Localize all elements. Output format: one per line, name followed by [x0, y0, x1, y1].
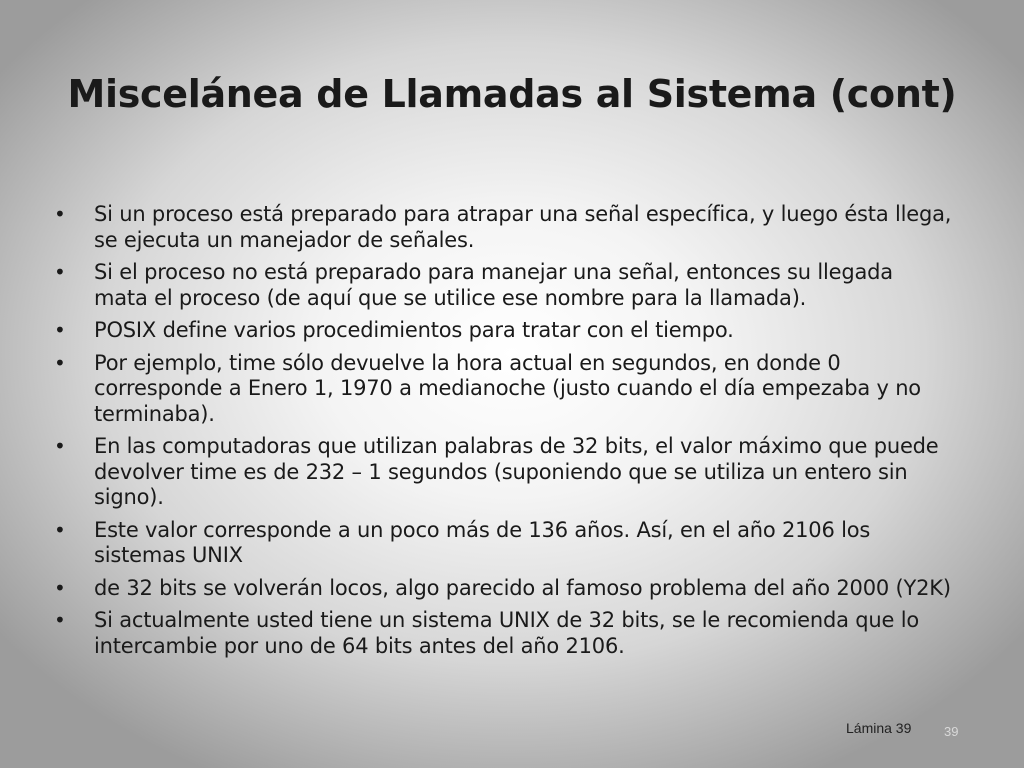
bullet-text: Si actualmente usted tiene un sistema UNIX de 32 bits, se le recomienda que lo intercambie por uno de 64 bits antes del año 2106.: [94, 608, 919, 658]
bullet-text: Si un proceso está preparado para atrapar una señal específica, y luego ésta llega, se ejecuta un manejador de señales.: [94, 202, 952, 252]
bullet-item-5: [52, 434, 952, 511]
bullet-item-4: [52, 351, 952, 428]
slide-footer: Lámina 39: [846, 720, 912, 736]
bullet-text: Si el proceso no está preparado para manejar una señal, entonces su llegada mata el proceso (de aquí que se utilice ese nombre para la llamada).: [94, 260, 893, 310]
bullet-dot-icon: •: [54, 608, 66, 632]
bullet-item-2: [52, 260, 952, 311]
bullet-dot-icon: •: [54, 434, 66, 458]
bullet-text: En las computadoras que utilizan palabras de 32 bits, el valor máximo que puede devolver time es de 232 – 1 segundos (suponiendo que se utiliza un entero sin signo).: [94, 434, 939, 509]
slide-title: Miscelánea de Llamadas al Sistema (cont): [67, 72, 957, 116]
bullet-item-6: [52, 518, 952, 569]
bullet-list: [52, 202, 952, 666]
slide-page-number: 39: [944, 724, 959, 739]
bullet-text: Este valor corresponde a un poco más de 136 años. Así, en el año 2106 los sistemas UNIX: [94, 517, 871, 567]
bullet-text: Por ejemplo, time sólo devuelve la hora actual en segundos, en donde 0 corresponde a Enero 1, 1970 a medianoche (justo cuando el día empezaba y no terminaba).: [94, 350, 921, 426]
bullet-dot-icon: •: [54, 350, 66, 375]
bullet-dot-icon: •: [54, 318, 66, 342]
bullet-dot-icon: •: [54, 575, 66, 600]
bullet-item-7: [52, 576, 952, 602]
bullet-dot-icon: •: [54, 202, 66, 226]
bullet-text: de 32 bits se volverán locos, algo parecido al famoso problema del año 2000 (Y2K): [94, 575, 951, 600]
bullet-text: POSIX define varios procedimientos para tratar con el tiempo.: [94, 318, 734, 342]
bullet-item-3: [52, 318, 952, 344]
bullet-item-1: [52, 202, 952, 253]
bullet-item-8: [52, 608, 952, 659]
bullet-dot-icon: •: [54, 517, 66, 542]
bullet-dot-icon: •: [54, 260, 66, 284]
